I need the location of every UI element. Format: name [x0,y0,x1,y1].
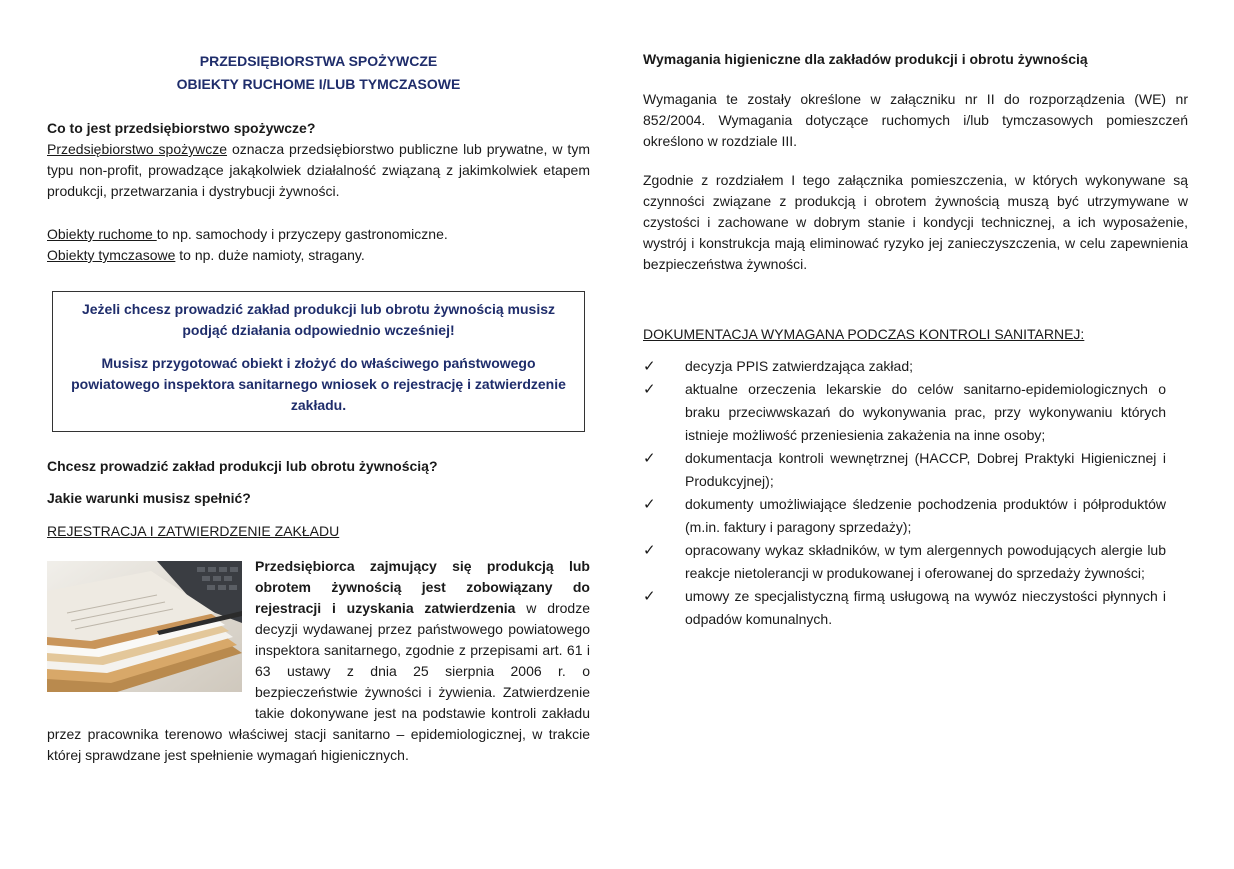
check-icon: ✓ [643,450,656,467]
documentation-heading: DOKUMENTACJA WYMAGANA PODCZAS KONTROLI SANITARNEJ: [643,326,1085,342]
hygiene-paragraph-2: Zgodnie z rozdziałem I tego załącznika pomieszczenia, w których wykonywane są czynności związane z produkcją i obrotem żywnością muszą być utrzymywane w czystości i zachowane w dobrym stanie i kondycji technicznej, a ich wyposażenie, wystrój i konstrukcja mają eliminować ryzyko jej zanieczyszczenia, w celu zapewnienia bezpieczeństwa żywności. [643,172,1188,272]
notice-box [52,291,585,432]
definition-text: oznacza przedsiębiorstwo publiczne lub prywatne, w tym typu non-profit, prowadzące jakąkolwiek działalność związaną z jakimkolwiek etapem produkcji, przetwarzania i dystrybucji żywności. [47,141,590,199]
notice-paragraph-2: Musisz przygotować obiekt i złożyć do właściwego państwowego powiatowego inspektora sanitarnego wniosek o rejestrację i zatwierdzenie zakładu. [71,355,566,413]
list-item-text: aktualne orzeczenia lekarskie do celów sanitarno-epidemiologicznych o braku przeciwwskazań do wykonywania prac, przy wykonywaniu których istnieje możliwość przeniesienia zakażenia na inne osoby; [685,381,1166,443]
list-item [643,493,1166,539]
mobile-objects-line [47,224,590,245]
page-title [47,50,590,96]
list-item-text: umowy ze specjalistyczną firmą usługową na wywóz nieczystości płynnych i odpadów komunalnych. [685,588,1166,627]
temporary-objects-term: Obiekty tymczasowe [47,247,176,263]
definition-paragraph [47,139,590,202]
list-item-text: dokumenty umożliwiające śledzenie pochodzenia produktów i półproduktów (m.in. faktury i paragony sprzedaży); [685,496,1166,535]
check-icon: ✓ [643,358,656,375]
registration-bold-placeholder: Przedsiębiorca zajmujący się produkcją lub obrotem żywnością jest zobowiązany do rejestracji i uzyskania zatwierdzenia [255,558,590,616]
list-item-text: dokumentacja kontroli wewnętrznej (HACCP, Dobrej Praktyki Higienicznej i Produkcyjnej); [685,450,1166,489]
title-line-1: PRZEDSIĘBIORSTWA SPOŻYWCZE [199,53,438,69]
list-item [643,378,1166,447]
mobile-objects-text: to np. samochody i przyczepy gastronomiczne. [156,226,448,242]
list-item [643,585,1166,631]
hygiene-paragraph-1: Wymagania te zostały określone w załączniku nr II do rozporządzenia (WE) nr 852/2004. Wymagania dotyczące ruchomych i/lub tymczasowych pomieszczeń określono w rozdziale III. [643,91,1188,149]
check-icon: ✓ [643,381,656,398]
question-run-plant: Chcesz prowadzić zakład produkcji lub obrotu żywnością? [47,458,438,474]
check-icon: ✓ [643,588,656,605]
check-icon: ✓ [643,542,656,559]
hygiene-heading: Wymagania higieniczne dla zakładów produkcji i obrotu żywnością [643,51,1088,67]
check-icon: ✓ [643,496,656,513]
list-item [643,355,1166,378]
temporary-objects-line [47,245,590,266]
temporary-objects-text: to np. duże namioty, stragany. [175,247,365,263]
title-line-2: OBIEKTY RUCHOME I/LUB TYMCZASOWE [176,76,461,92]
list-item-text: decyzja PPIS zatwierdzająca zakład; [685,358,913,374]
section-registration-heading: REJESTRACJA I ZATWIERDZENIE ZAKŁADU [47,523,340,539]
definition-term: Przedsiębiorstwo spożywcze [47,141,228,157]
question-what-is: Co to jest przedsiębiorstwo spożywcze? [47,120,316,136]
list-item [643,447,1166,493]
list-item-text: opracowany wykaz składników, w tym alergennych powodujących alergie lub reakcje nietolerancji w produkowanej i oferowanej do sprzedaży żywności; [685,542,1166,581]
photo-float-spacer [47,556,255,704]
registration-paragraph [47,556,590,766]
list-item [643,539,1166,585]
notice-paragraph-1: Jeżeli chcesz prowadzić zakład produkcji lub obrotu żywnością musisz podjąć działania odpowiednio wcześniej! [81,301,555,338]
mobile-objects-term: Obiekty ruchome [47,226,157,242]
documentation-list [643,355,1166,631]
registration-text: w drodze decyzji wydawanej przez państwowego powiatowego inspektora sanitarnego, zgodnie z przepisami art. 61 i 63 ustawy z dnia 25 sierpnia 2006 r. o bezpieczeństwie żywności i żywienia. Zatwierdzenie takie dokonywane jest na podstawie kontroli zakładu przez pracownika terenowo właściwej stacji sanitarno – epidemiologicznej, w trakcie której sprawdzane jest spełnienie wymagań higienicznych. [47,600,590,763]
question-conditions: Jakie warunki musisz spełnić? [47,490,251,506]
